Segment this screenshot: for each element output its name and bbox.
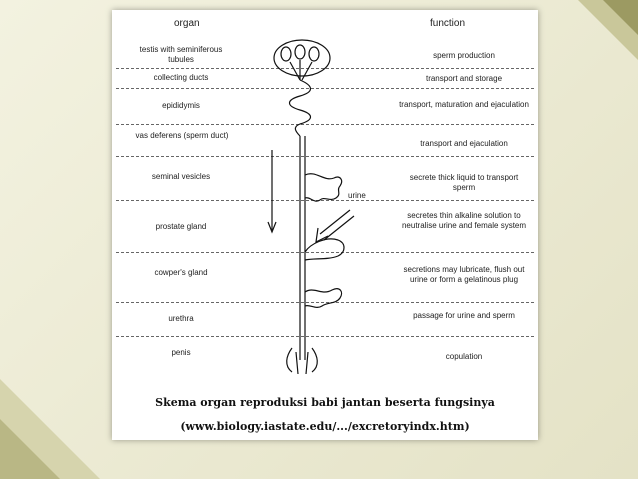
corner-decoration-top-right — [558, 0, 638, 80]
organ-column-header: organ — [174, 18, 200, 29]
seminiferous-tubule — [309, 47, 319, 61]
function-label-penis: copulation — [445, 352, 483, 361]
corner-decoration-bottom-left — [0, 359, 120, 479]
vas-deferens — [300, 136, 305, 360]
urine-label: urine — [348, 191, 366, 200]
function-label-seminal-vesicles: secrete thick liquid to transport sperm — [409, 173, 519, 192]
organ-label-prostate-gland: prostate gland — [155, 222, 207, 231]
reproductive-tract-diagram — [252, 30, 392, 375]
collecting-ducts — [290, 60, 312, 80]
function-label-collecting-ducts: transport and storage — [425, 74, 503, 83]
prostate-gland — [305, 239, 344, 260]
function-label-vas-deferens: transport and ejaculation — [420, 139, 508, 148]
scanned-document — [112, 10, 538, 440]
seminiferous-tubule — [295, 45, 305, 59]
function-column-header: function — [430, 18, 466, 29]
function-label-prostate-gland: secretes thin alkaline solution to neutralise urine and female system — [401, 211, 527, 230]
seminal-vesicle — [305, 174, 342, 201]
caption-title: Skema organ reproduksi babi jantan beserta fungsinya — [155, 396, 495, 409]
epididymis-coil — [290, 80, 311, 136]
organ-label-cowpers-gland: cowper's gland — [154, 268, 208, 277]
organ-label-penis: penis — [171, 348, 191, 357]
organ-label-epididymis: epididymis — [162, 101, 200, 110]
function-label-urethra: passage for urine and sperm — [413, 311, 515, 320]
penis-tip — [287, 348, 318, 374]
seminiferous-tubule — [281, 47, 291, 61]
organ-label-urethra: urethra — [168, 314, 194, 323]
organ-label-collecting-ducts: collecting ducts — [153, 73, 209, 82]
function-label-epididymis: transport, maturation and ejaculation — [399, 100, 529, 109]
function-label-cowpers-gland: secretions may lubricate, flush out urine or form a gelatinous plug — [403, 265, 525, 284]
urine-arrow — [320, 210, 354, 240]
caption-source: (www.biology.iastate.edu/.../excretoryindx.htm) — [180, 420, 470, 433]
organ-label-testis: testis with seminiferous tubules — [139, 45, 223, 64]
organ-label-vas-deferens: vas deferens (sperm duct) — [135, 131, 229, 140]
organ-label-seminal-vesicles: seminal vesicles — [151, 172, 211, 181]
function-label-testis: sperm production — [433, 51, 495, 60]
cowpers-gland — [305, 289, 342, 308]
